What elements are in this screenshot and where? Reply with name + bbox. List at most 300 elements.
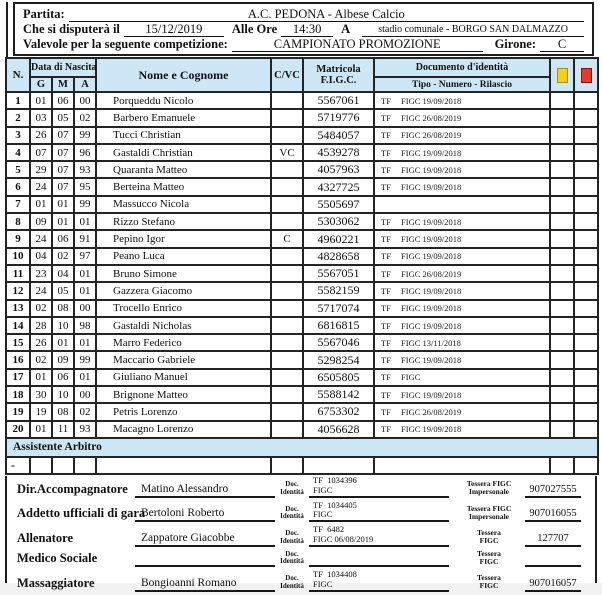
captain-flag — [271, 369, 303, 386]
staff-section — [5, 475, 597, 591]
player-row — [6, 334, 598, 351]
red-card-cell — [574, 127, 598, 144]
staff-row — [7, 550, 595, 571]
matricola-figc: 4539278 — [303, 144, 374, 161]
birth-month: 01 — [52, 334, 74, 351]
date-label: Che si disputerà il — [23, 22, 120, 36]
yellow-card-cell — [550, 334, 574, 351]
assistente-document — [374, 457, 550, 474]
doc-detail: FIGC 19/09/2018 — [401, 216, 462, 227]
staff-row — [7, 476, 595, 501]
doc-identita-label: Doc. Identità — [280, 529, 304, 545]
birth-day: 09 — [30, 213, 52, 230]
matricola-figc: 5588142 — [303, 386, 374, 403]
staff-name: Zappatore Giacobbe — [135, 532, 275, 547]
col-header-captain: C/VC — [271, 58, 303, 92]
player-name: Petris Lorenzo — [96, 403, 271, 420]
birth-year: 00 — [74, 386, 96, 403]
player-name: Gastaldi Nicholas — [96, 317, 271, 334]
row-number: 20 — [6, 421, 30, 438]
player-row — [6, 317, 598, 334]
birth-year: 01 — [74, 213, 96, 230]
row-number: 8 — [6, 213, 30, 230]
staff-row — [7, 570, 595, 595]
tessera-figc-label: Tessera FIGC Impersonale — [466, 479, 512, 497]
document-cell — [374, 213, 550, 230]
yellow-card-cell — [550, 351, 574, 368]
yellow-card-cell — [550, 421, 574, 438]
birth-day: 01 — [30, 421, 52, 438]
player-name: Brignone Matteo — [96, 386, 271, 403]
doc-detail: FIGC 19/09/2018 — [401, 424, 462, 435]
staff-doc-value: TF 1034396 FIGC — [309, 476, 449, 498]
row-number: 19 — [6, 403, 30, 420]
matricola-figc: 5567051 — [303, 265, 374, 282]
birth-year: 95 — [74, 178, 96, 195]
yellow-card-cell — [550, 196, 574, 213]
doc-tipo: TF — [381, 337, 391, 348]
assistente-yellow-cell — [550, 457, 574, 474]
matricola-line1: Matricola — [316, 63, 361, 75]
red-card-cell — [574, 196, 598, 213]
competition-label: Valevole per la seguente competizione: — [23, 37, 228, 51]
roster-header — [6, 58, 598, 92]
doc-tipo: TF — [381, 147, 391, 158]
row-number: 17 — [6, 369, 30, 386]
staff-role: Addetto ufficiali di gara — [17, 506, 146, 521]
doc-detail: FIGC 19/09/2018 — [401, 355, 462, 366]
captain-flag — [271, 421, 303, 438]
doc-detail: FIGC 19/09/2018 — [401, 234, 462, 245]
document-cell — [374, 161, 550, 178]
matricola-figc: 5567061 — [303, 92, 374, 109]
header-line-date — [23, 22, 584, 37]
col-header-month: M — [52, 77, 74, 92]
birth-day: 28 — [30, 317, 52, 334]
yellow-card-icon — [557, 68, 568, 83]
player-name: Peano Luca — [96, 248, 271, 265]
captain-flag: C — [271, 230, 303, 247]
tessera-number: 907016055 — [525, 508, 581, 522]
red-card-cell — [574, 265, 598, 282]
birth-year: 00 — [74, 92, 96, 109]
document-cell — [374, 369, 550, 386]
doc-tipo: TF — [381, 112, 391, 123]
birth-year: 91 — [74, 230, 96, 247]
staff-name: Bongioanni Romano — [135, 577, 275, 592]
birth-year: 99 — [74, 196, 96, 213]
yellow-card-cell — [550, 265, 574, 282]
red-card-cell — [574, 230, 598, 247]
col-header-yellow-card — [550, 58, 574, 92]
yellow-card-cell — [550, 248, 574, 265]
yellow-card-cell — [550, 386, 574, 403]
document-cell — [374, 248, 550, 265]
red-card-cell — [574, 161, 598, 178]
player-name: Pepino Igor — [96, 230, 271, 247]
red-card-cell — [574, 92, 598, 109]
doc-identita-label: Doc. Identità — [280, 549, 304, 566]
birth-month: 10 — [52, 317, 74, 334]
staff-row — [7, 501, 595, 526]
tessera-number: 907027555 — [525, 484, 581, 498]
birth-day: 24 — [30, 230, 52, 247]
birth-day: 07 — [30, 144, 52, 161]
birth-month: 05 — [52, 282, 74, 299]
doc-tipo: TF — [381, 320, 391, 331]
assistente-birth-day — [30, 457, 52, 474]
row-number: 5 — [6, 161, 30, 178]
row-number: 12 — [6, 282, 30, 299]
time-value: 14:30 — [281, 22, 333, 37]
doc-tipo: TF — [381, 234, 391, 245]
doc-tipo: TF — [381, 285, 391, 296]
captain-flag — [271, 317, 303, 334]
captain-flag — [271, 282, 303, 299]
date-value: 15/12/2019 — [124, 22, 224, 37]
birth-year: 97 — [74, 248, 96, 265]
matricola-line2: F.I.G.C. — [320, 75, 357, 86]
col-header-number: N. — [6, 58, 30, 92]
col-header-birthdate: Data di Nascita — [30, 58, 96, 77]
header-line-competition — [23, 37, 584, 52]
doc-detail: FIGC 19/09/2018 — [401, 147, 462, 158]
birth-day: 19 — [30, 403, 52, 420]
birth-month: 07 — [52, 127, 74, 144]
assistente-cvc — [271, 457, 303, 474]
player-row — [6, 300, 598, 317]
document-cell — [374, 265, 550, 282]
captain-flag — [271, 127, 303, 144]
player-row — [6, 248, 598, 265]
assistente-name — [96, 457, 271, 474]
assistente-matricola — [303, 457, 374, 474]
player-row — [6, 178, 598, 195]
staff-doc-value: TF 1034405 FIGC — [309, 501, 449, 523]
matricola-figc: 5719776 — [303, 109, 374, 126]
captain-flag — [271, 178, 303, 195]
player-row — [6, 230, 598, 247]
birth-year: 99 — [74, 127, 96, 144]
player-row — [6, 109, 598, 126]
at-label: A — [341, 22, 351, 36]
captain-flag — [271, 248, 303, 265]
player-row — [6, 369, 598, 386]
row-number: 18 — [6, 386, 30, 403]
player-name: Maccario Gabriele — [96, 351, 271, 368]
yellow-card-cell — [550, 109, 574, 126]
red-card-cell — [574, 213, 598, 230]
row-number: 4 — [6, 144, 30, 161]
matricola-figc: 4828658 — [303, 248, 374, 265]
document-cell — [374, 92, 550, 109]
birth-year: 01 — [74, 369, 96, 386]
birth-month: 01 — [52, 213, 74, 230]
player-row — [6, 403, 598, 420]
birth-month: 07 — [52, 144, 74, 161]
birth-year: 01 — [74, 334, 96, 351]
yellow-card-cell — [550, 317, 574, 334]
col-header-documento: Documento d'identità — [374, 58, 550, 77]
player-name: Barbero Emanuele — [96, 109, 271, 126]
player-row — [6, 127, 598, 144]
tessera-figc-label: Tessera FIGC Impersonale — [466, 503, 512, 521]
girone-label: Girone: — [494, 37, 536, 51]
doc-detail: FIGC 19/09/2018 — [401, 320, 462, 331]
player-roster-table — [5, 57, 599, 475]
birth-month: 07 — [52, 161, 74, 178]
col-header-red-card — [574, 58, 598, 92]
tessera-number: 127707 — [525, 533, 581, 547]
player-rows — [6, 92, 598, 438]
matricola-figc: 5298254 — [303, 351, 374, 368]
birth-year: 93 — [74, 421, 96, 438]
row-number: 2 — [6, 109, 30, 126]
doc-detail: FIGC 13/11/2018 — [401, 337, 461, 348]
doc-detail: FIGC 19/09/2018 — [401, 95, 462, 106]
player-name: Trocello Enrico — [96, 300, 271, 317]
birth-year: 01 — [74, 282, 96, 299]
player-row — [6, 351, 598, 368]
doc-tipo: TF — [381, 182, 391, 193]
doc-detail: FIGC 26/08/2019 — [401, 406, 462, 417]
doc-detail: FIGC 19/09/2018 — [401, 285, 462, 296]
doc-identita-label: Doc. Identità — [280, 504, 304, 521]
col-header-name: Nome e Cognome — [96, 58, 271, 92]
birth-day: 01 — [30, 92, 52, 109]
assistente-row — [6, 457, 598, 474]
player-name: Tucci Christian — [96, 127, 271, 144]
document-cell — [374, 317, 550, 334]
birth-year: 00 — [74, 300, 96, 317]
birth-day: 24 — [30, 282, 52, 299]
yellow-card-cell — [550, 403, 574, 420]
birth-month: 02 — [52, 248, 74, 265]
doc-detail: FIGC 19/09/2018 — [401, 389, 462, 400]
player-name: Bruno Simone — [96, 265, 271, 282]
yellow-card-cell — [550, 161, 574, 178]
girone-value: C — [540, 37, 584, 52]
player-name: Giuliano Manuel — [96, 369, 271, 386]
birth-month: 10 — [52, 386, 74, 403]
doc-detail: FIGC 19/09/2018 — [401, 164, 462, 175]
row-number: 1 — [6, 92, 30, 109]
birth-day: 30 — [30, 386, 52, 403]
row-number: 16 — [6, 351, 30, 368]
staff-role: Massaggiatore — [17, 575, 95, 590]
player-name: Rizzo Stefano — [96, 213, 271, 230]
yellow-card-cell — [550, 144, 574, 161]
staff-doc-value: TF 1034408 FIGC — [309, 570, 449, 592]
doc-tipo: TF — [381, 95, 391, 106]
venue-value: stadio comunale - BORGO SAN DALMAZZO — [362, 23, 584, 37]
staff-doc-value: TF 6482 FIGC 06/08/2019 — [309, 525, 449, 547]
player-row — [6, 92, 598, 109]
document-cell — [374, 144, 550, 161]
doc-detail: FIGC 19/09/2018 — [401, 182, 462, 193]
doc-tipo: TF — [381, 355, 391, 366]
doc-tipo: TF — [381, 164, 391, 175]
assistente-birth-year — [74, 457, 96, 474]
player-row — [6, 161, 598, 178]
player-row — [6, 196, 598, 213]
row-number: 9 — [6, 230, 30, 247]
red-card-cell — [574, 144, 598, 161]
player-row — [6, 213, 598, 230]
player-row — [6, 144, 598, 161]
red-card-cell — [574, 109, 598, 126]
staff-name: Matino Alessandro — [135, 483, 275, 498]
yellow-card-cell — [550, 282, 574, 299]
col-header-matricola — [303, 58, 374, 92]
document-cell — [374, 178, 550, 195]
document-cell — [374, 282, 550, 299]
birth-month: 09 — [52, 351, 74, 368]
staff-role: Allenatore — [17, 530, 74, 545]
captain-flag — [271, 92, 303, 109]
row-number: 14 — [6, 317, 30, 334]
tessera-figc-label: Tessera FIGC — [477, 573, 501, 591]
row-number: 7 — [6, 196, 30, 213]
doc-tipo: TF — [381, 424, 391, 435]
doc-tipo: TF — [381, 130, 391, 141]
matricola-figc: 4057963 — [303, 161, 374, 178]
doc-identita-label: Doc. Identità — [280, 574, 304, 590]
assistente-dash: - — [6, 457, 30, 474]
yellow-card-cell — [550, 213, 574, 230]
red-card-cell — [574, 351, 598, 368]
birth-month: 04 — [52, 265, 74, 282]
birth-day: 29 — [30, 161, 52, 178]
yellow-card-cell — [550, 369, 574, 386]
yellow-card-cell — [550, 92, 574, 109]
birth-day: 01 — [30, 369, 52, 386]
birth-day: 03 — [30, 109, 52, 126]
col-header-doc-tipo: Tipo - Numero - Rilascio — [374, 77, 550, 92]
player-name: Massucco Nicola — [96, 196, 271, 213]
doc-tipo: TF — [381, 251, 391, 262]
birth-month: 11 — [52, 421, 74, 438]
document-cell — [374, 386, 550, 403]
birth-month: 08 — [52, 403, 74, 420]
doc-detail: FIGC 26/08/2019 — [401, 112, 462, 123]
doc-tipo: TF — [381, 268, 391, 279]
captain-flag: VC — [271, 144, 303, 161]
player-name: Macagno Lorenzo — [96, 421, 271, 438]
red-card-cell — [574, 282, 598, 299]
doc-tipo: TF — [381, 389, 391, 400]
doc-tipo: TF — [381, 216, 391, 227]
birth-year: 01 — [74, 265, 96, 282]
birth-month: 01 — [52, 196, 74, 213]
competition-value: CAMPIONATO PROMOZIONE — [232, 37, 483, 52]
birth-month: 06 — [52, 92, 74, 109]
birth-year: 99 — [74, 351, 96, 368]
row-number: 11 — [6, 265, 30, 282]
document-cell — [374, 421, 550, 438]
document-cell — [374, 351, 550, 368]
player-row — [6, 421, 598, 438]
document-cell — [374, 109, 550, 126]
birth-month: 05 — [52, 109, 74, 126]
captain-flag — [271, 109, 303, 126]
matricola-figc: 4327725 — [303, 178, 374, 195]
captain-flag — [271, 351, 303, 368]
col-header-year: A — [74, 77, 96, 92]
match-header-box — [13, 2, 594, 56]
doc-tipo: TF — [381, 303, 391, 314]
tessera-number: 907016057 — [525, 578, 581, 592]
red-card-cell — [574, 369, 598, 386]
staff-role: Medico Sociale — [17, 551, 98, 566]
birth-day: 01 — [30, 196, 52, 213]
birth-year: 02 — [74, 109, 96, 126]
staff-name — [135, 552, 275, 567]
birth-day: 02 — [30, 300, 52, 317]
red-card-cell — [574, 300, 598, 317]
assistente-birth-month — [52, 457, 74, 474]
birth-day: 02 — [30, 351, 52, 368]
doc-detail: FIGC 26/08/2019 — [401, 130, 462, 141]
document-cell — [374, 196, 550, 213]
row-number: 10 — [6, 248, 30, 265]
red-card-cell — [574, 403, 598, 420]
staff-doc-value — [309, 557, 449, 567]
row-number: 13 — [6, 300, 30, 317]
partita-value: A.C. PEDONA - Albese Calcio — [69, 7, 584, 22]
staff-row — [7, 525, 595, 550]
document-cell — [374, 127, 550, 144]
document-cell — [374, 230, 550, 247]
captain-flag — [271, 403, 303, 420]
birth-day: 24 — [30, 178, 52, 195]
matricola-figc: 5484057 — [303, 127, 374, 144]
birth-year: 02 — [74, 403, 96, 420]
doc-detail: FIGC 26/08/2019 — [401, 268, 462, 279]
matricola-figc: 5505697 — [303, 196, 374, 213]
player-name: Berteina Matteo — [96, 178, 271, 195]
red-card-cell — [574, 386, 598, 403]
time-label: Alle Ore — [231, 22, 278, 36]
birth-month: 06 — [52, 369, 74, 386]
red-card-cell — [574, 178, 598, 195]
yellow-card-cell — [550, 127, 574, 144]
doc-tipo: TF — [381, 372, 391, 383]
player-name: Gastaldi Christian — [96, 144, 271, 161]
birth-year: 98 — [74, 317, 96, 334]
matricola-figc: 4960221 — [303, 230, 374, 247]
document-cell — [374, 403, 550, 420]
matricola-figc: 5303062 — [303, 213, 374, 230]
document-left-border — [6, 2, 8, 58]
row-number: 3 — [6, 127, 30, 144]
player-name: Quaranta Matteo — [96, 161, 271, 178]
tessera-figc-label: Tessera FIGC — [477, 548, 501, 566]
player-name: Marro Federico — [96, 334, 271, 351]
player-row — [6, 386, 598, 403]
yellow-card-cell — [550, 230, 574, 247]
assistente-red-cell — [574, 457, 598, 474]
tessera-figc-label: Tessera FIGC — [477, 528, 501, 546]
header-line-partita — [23, 7, 584, 22]
document-cell — [374, 300, 550, 317]
doc-tipo: TF — [381, 406, 391, 417]
captain-flag — [271, 386, 303, 403]
row-number: 6 — [6, 178, 30, 195]
document-cell — [374, 334, 550, 351]
row-number: 15 — [6, 334, 30, 351]
red-card-icon — [581, 68, 592, 83]
